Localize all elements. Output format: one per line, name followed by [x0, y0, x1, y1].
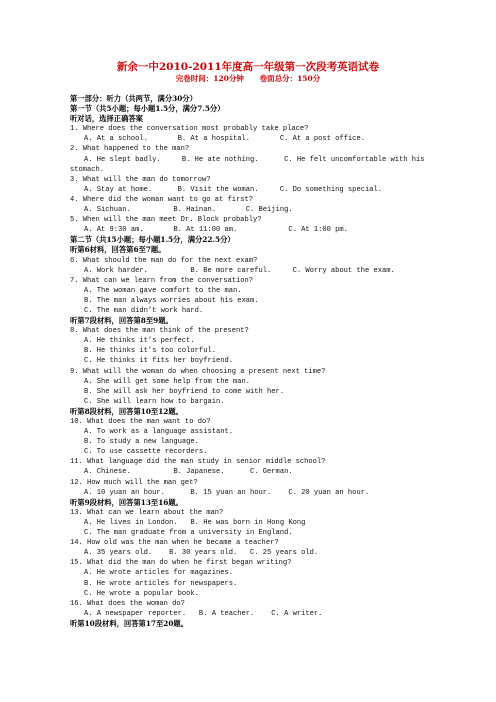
exam-title: 新余一中2010-2011年度高一年级第一次段考英语试卷: [116, 61, 380, 73]
option-line: C. He thinks it fits her boyfriend.: [84, 357, 233, 366]
question-line: 14. How old was the man when he became a teacher?: [70, 539, 279, 548]
exam-body: [70, 94, 430, 629]
question-line: 4. Where did the woman want to go at first?: [70, 195, 254, 204]
question-line: 13. What can we learn about the man?: [70, 508, 224, 517]
option-line: C. The man didn’t work hard.: [84, 306, 204, 315]
question-line: 5. When will the man meet Dr. Block probably?: [70, 216, 262, 225]
option-line: A. The woman gave comfort to the man.: [84, 286, 242, 295]
option-line: A. She will get some help from the man.: [84, 377, 251, 386]
option-line: C. To use cassette recorders.: [84, 448, 208, 457]
option-line: A. He wrote articles for magazines.: [84, 569, 233, 578]
section-heading: 听第9段材料，回答第13至16题。: [70, 497, 183, 507]
option-line: C. He wrote a popular book.: [84, 589, 199, 598]
section-heading: 第二节（共15小题；每小题1.5分，满分22.5分）: [70, 235, 235, 245]
option-line: A. 35 years old. B. 30 years old. C. 25 years old.: [84, 549, 319, 558]
option-line: A. He slept badly. B. He ate nothing. C. He felt uncomfortable with his: [84, 155, 425, 164]
section-heading: 听第8段材料，回答第10至12题。: [70, 406, 183, 416]
option-line: A. A newspaper reporter. B. A teacher. C. A writer.: [84, 609, 323, 618]
option-line: B. She will ask her boyfriend to come with her.: [84, 387, 285, 396]
question-line: 1. Where does the conversation most probably take place?: [70, 125, 309, 134]
question-line: 9. What will the woman do when choosing a present next time?: [70, 367, 326, 376]
question-line: 15. What did the man do when he first began writing?: [70, 559, 292, 568]
section-heading: 听第10段材料，回答第17至20题。: [70, 618, 189, 628]
option-line: A. Stay at home. B. Visit the woman. C. Do something special.: [84, 185, 382, 194]
question-line: stomach.: [70, 165, 105, 174]
option-line: B. The man always worries about his exam.: [84, 296, 259, 305]
option-line: A. To work as a language assistant.: [84, 428, 233, 437]
question-line: 2. What happened to the man?: [70, 145, 190, 154]
option-line: A. Work harder. B. Be more careful. C. Worry about the exam.: [84, 266, 395, 275]
section-heading: 听第7段材料，回答第8至9题。: [70, 316, 173, 326]
option-line: A. Chinese. B. Japanese. C. German.: [84, 468, 293, 477]
question-line: 3. What will the man do tomorrow?: [70, 175, 211, 184]
section-heading: 听对话，选择正确答案: [70, 114, 143, 124]
exam-subtitle: 完卷时间：120分钟 卷面总分：150分: [175, 74, 321, 83]
option-line: A. Sichuan. B. Hainan. C. Beijing.: [84, 206, 293, 215]
question-line: 8. What does the man think of the present?: [70, 327, 249, 336]
option-line: A. He lives in London. B. He was born in Hong Kong: [84, 518, 306, 527]
option-line: C. She will learn how to bargain.: [84, 397, 225, 406]
question-line: 7. What can we learn from the conversation?: [70, 276, 254, 285]
question-line: 10. What does the man want to do?: [70, 418, 211, 426]
option-line: B. He thinks it’s too colorful.: [84, 347, 216, 356]
option-line: C. The man graduate from a university in England.: [84, 529, 293, 538]
question-line: 12. How much will the man get?: [70, 478, 198, 487]
option-line: B. He wrote articles for newspapers.: [84, 579, 238, 588]
option-line: A. He thinks it’s perfect.: [84, 337, 195, 346]
section-heading: 第一节（共5小题；每小题1.5分，满分7.5分）: [70, 104, 225, 114]
option-line: B. To study a new language.: [84, 438, 199, 447]
question-line: 11. What language did the man study in senior middle school?: [70, 458, 326, 467]
question-line: 16. What does the woman do?: [70, 599, 185, 608]
section-heading: 第一部分：听力（共两节，满分30分）: [70, 94, 197, 103]
question-line: 6. What should the man do for the next exam?: [70, 256, 258, 265]
option-line: A. At 9:30 am. B. At 11:00 am. C. At 1:00 pm.: [84, 226, 348, 235]
option-line: A. At a school. B. At a hospital. C. At a post office.: [84, 135, 365, 144]
option-line: A. 10 yuan an hour. B. 15 yuan an hour. C. 20 yuan an hour.: [84, 488, 370, 497]
section-heading: 听第6材料，回答第6至7题。: [70, 245, 166, 255]
